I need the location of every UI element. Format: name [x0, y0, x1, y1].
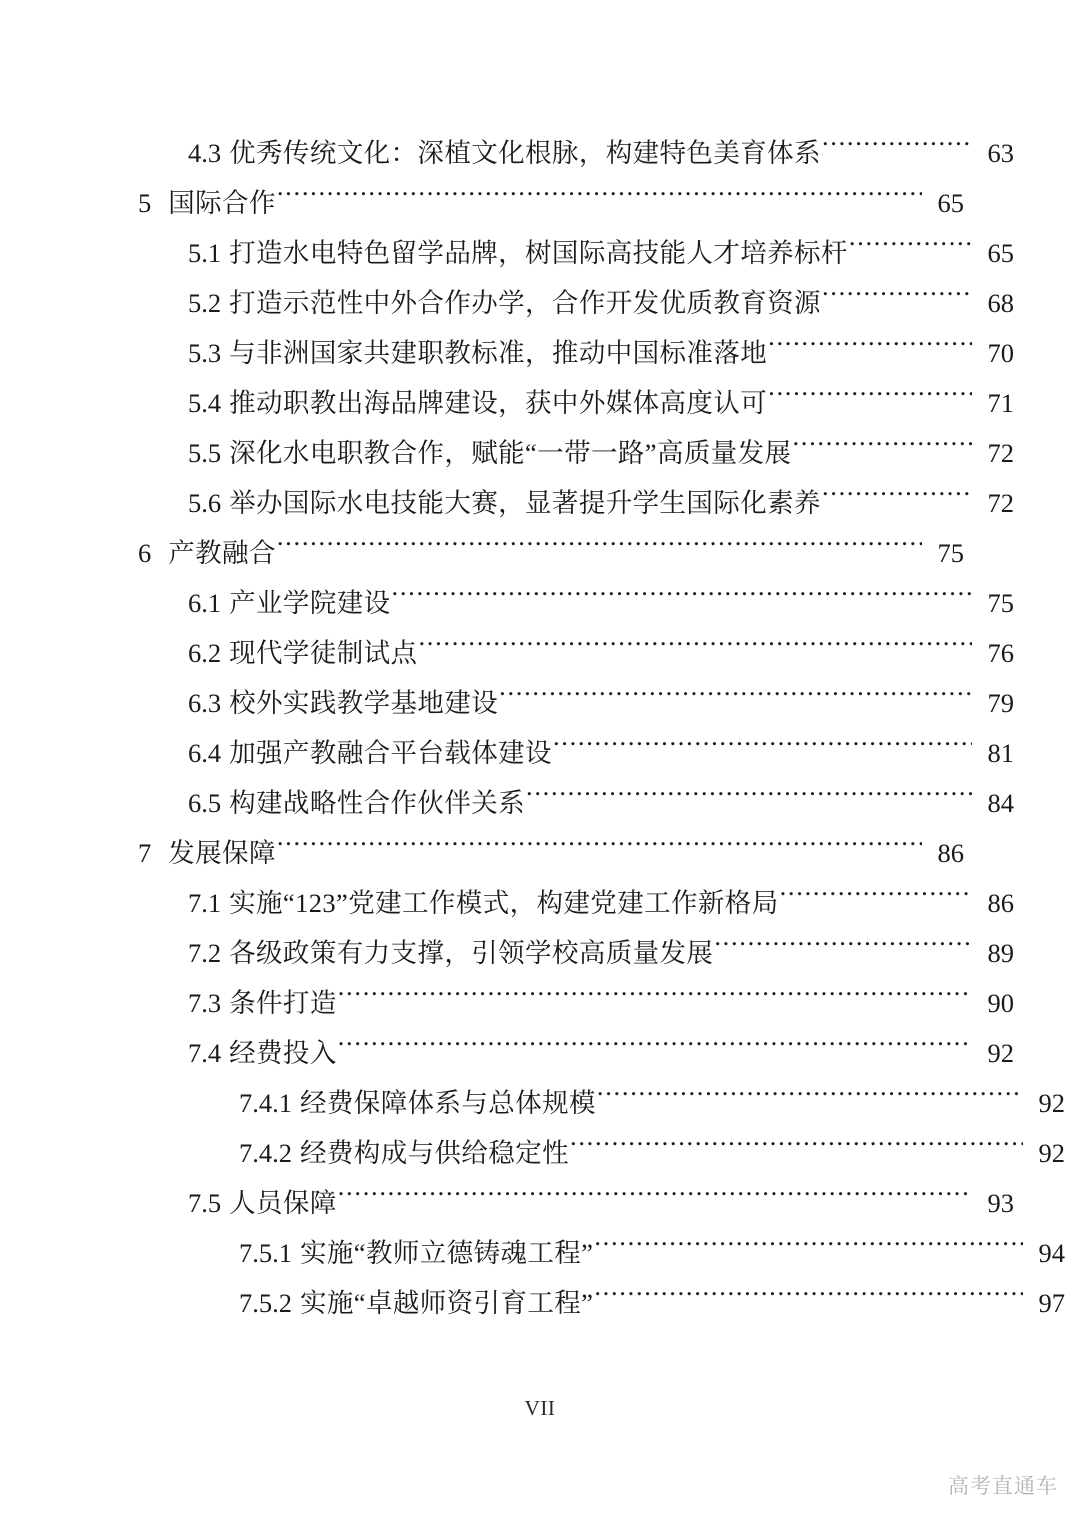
toc-dot-leader [597, 1086, 1023, 1113]
toc-entry[interactable] [138, 1078, 1065, 1128]
toc-entry[interactable] [138, 478, 1014, 528]
toc-entry-page-number: 81 [987, 738, 1014, 768]
toc-entry-page-number: 93 [987, 1188, 1014, 1218]
toc-entry-title: 经费投入 [229, 1038, 337, 1068]
toc-entry-number: 6.2 [188, 638, 222, 668]
toc-entry-number: 5 [138, 188, 152, 218]
toc-entry-page-number: 90 [987, 988, 1014, 1018]
toc-entry-page-number: 76 [987, 638, 1014, 668]
toc-entry-page-number: 70 [987, 338, 1014, 368]
toc-entry-page-number: 63 [987, 138, 1014, 168]
toc-entry-page-number: 79 [987, 688, 1014, 718]
toc-dot-leader [392, 586, 972, 613]
toc-dot-leader [277, 536, 922, 563]
toc-entry-title: 推动职教出海品牌建设，获中外媒体高度认可 [229, 388, 768, 418]
toc-dot-leader [594, 1236, 1023, 1263]
toc-entry-title: 优秀传统文化：深植文化根脉，构建特色美育体系 [229, 138, 821, 168]
toc-entry-title: 打造示范性中外合作办学，合作开发优质教育资源 [229, 288, 821, 318]
toc-entry-page-number: 75 [937, 538, 964, 568]
toc-entry-title: 实施“教师立德铸魂工程” [300, 1238, 594, 1268]
toc-entry-number: 5.4 [188, 388, 222, 418]
toc-entry-page-number: 84 [987, 788, 1014, 818]
toc-entry[interactable] [138, 1278, 1065, 1328]
toc-entry-title: 构建战略性合作伙伴关系 [229, 788, 526, 818]
toc-entry-page-number: 72 [987, 438, 1014, 468]
toc-entry-title: 校外实践教学基地建设 [229, 688, 499, 718]
toc-dot-leader [768, 336, 972, 363]
toc-entry[interactable] [138, 878, 1014, 928]
toc-entry-number: 6 [138, 538, 152, 568]
toc-entry-title: 经费构成与供给稳定性 [300, 1138, 569, 1168]
toc-entry-title: 各级政策有力支撑，引领学校高质量发展 [229, 938, 714, 968]
toc-dot-leader [849, 236, 972, 263]
table-of-contents [138, 128, 1065, 1328]
toc-entry[interactable] [138, 428, 1014, 478]
toc-entry-title: 经费保障体系与总体规模 [300, 1088, 596, 1118]
toc-entry-page-number: 65 [987, 238, 1014, 268]
toc-dot-leader [822, 486, 972, 513]
toc-entry[interactable] [138, 1178, 1014, 1228]
toc-entry[interactable] [138, 678, 1014, 728]
watermark: 高考直通车 [948, 1474, 1058, 1498]
toc-entry-number: 5.3 [188, 338, 222, 368]
toc-entry[interactable] [138, 278, 1014, 328]
toc-entry-number: 5.6 [188, 488, 222, 518]
toc-entry[interactable] [138, 578, 1014, 628]
toc-entry[interactable] [138, 778, 1014, 828]
toc-dot-leader [792, 436, 972, 463]
toc-entry[interactable] [138, 128, 1014, 178]
toc-entry-number: 7.5.2 [239, 1288, 292, 1318]
toc-entry-page-number: 89 [987, 938, 1014, 968]
toc-entry-title: 实施“123”党建工作模式，构建党建工作新格局 [229, 888, 779, 918]
toc-entry-number: 7.4.2 [239, 1138, 292, 1168]
toc-entry-page-number: 86 [987, 888, 1014, 918]
toc-entry-number: 7.4.1 [239, 1088, 292, 1118]
toc-entry-page-number: 92 [1038, 1138, 1065, 1168]
toc-entry-number: 4.3 [188, 138, 222, 168]
toc-entry-title: 国际合作 [168, 188, 276, 218]
toc-entry[interactable] [138, 378, 1014, 428]
toc-entry-page-number: 92 [1038, 1088, 1065, 1118]
toc-entry-page-number: 71 [987, 388, 1014, 418]
toc-entry[interactable] [138, 228, 1014, 278]
toc-entry[interactable] [138, 1228, 1065, 1278]
toc-dot-leader [277, 836, 922, 863]
toc-entry-title: 人员保障 [229, 1188, 337, 1218]
toc-dot-leader [418, 636, 972, 663]
toc-entry-title: 实施“卓越师资引育工程” [300, 1288, 594, 1318]
toc-entry-page-number: 75 [987, 588, 1014, 618]
toc-dot-leader [594, 1286, 1023, 1313]
toc-entry[interactable] [138, 528, 964, 578]
toc-dot-leader [526, 786, 972, 813]
toc-entry-title: 与非洲国家共建职教标准，推动中国标准落地 [229, 338, 768, 368]
toc-dot-leader [499, 686, 972, 713]
toc-dot-leader [338, 1186, 972, 1213]
toc-dot-leader [822, 286, 972, 313]
toc-entry-number: 7.4 [188, 1038, 222, 1068]
toc-entry-title: 现代学徒制试点 [229, 638, 418, 668]
toc-entry-page-number: 92 [987, 1038, 1014, 1068]
toc-entry-page-number: 65 [937, 188, 964, 218]
toc-entry[interactable] [138, 728, 1014, 778]
toc-entry[interactable] [138, 1028, 1014, 1078]
toc-entry-title: 深化水电职教合作，赋能“一带一路”高质量发展 [229, 438, 792, 468]
toc-entry-number: 7.3 [188, 988, 222, 1018]
toc-entry-title: 举办国际水电技能大赛，显著提升学生国际化素养 [229, 488, 821, 518]
toc-entry-number: 5.1 [188, 238, 222, 268]
toc-entry-number: 7.2 [188, 938, 222, 968]
toc-entry-number: 7.5 [188, 1188, 222, 1218]
toc-entry-number: 6.4 [188, 738, 222, 768]
toc-entry[interactable] [138, 178, 964, 228]
toc-entry-title: 加强产教融合平台载体建设 [229, 738, 552, 768]
toc-dot-leader [780, 886, 972, 913]
toc-entry-number: 6.5 [188, 788, 222, 818]
toc-entry-title: 产教融合 [168, 538, 276, 568]
toc-dot-leader [714, 936, 972, 963]
toc-dot-leader [822, 136, 972, 163]
toc-entry[interactable] [138, 328, 1014, 378]
toc-entry-title: 打造水电特色留学品牌，树国际高技能人才培养标杆 [229, 238, 848, 268]
page-number-folio: VII [524, 1396, 556, 1420]
toc-entry-number: 7.5.1 [239, 1238, 292, 1268]
toc-entry-number: 5.2 [188, 288, 222, 318]
toc-entry-page-number: 68 [987, 288, 1014, 318]
toc-entry-number: 5.5 [188, 438, 222, 468]
toc-entry-title: 产业学院建设 [229, 588, 391, 618]
toc-entry[interactable] [138, 928, 1014, 978]
toc-dot-leader [338, 986, 972, 1013]
toc-entry[interactable] [138, 628, 1014, 678]
toc-entry-page-number: 94 [1038, 1238, 1065, 1268]
toc-entry-number: 6.3 [188, 688, 222, 718]
toc-dot-leader [338, 1036, 972, 1063]
toc-entry[interactable] [138, 1128, 1065, 1178]
toc-entry-number: 7 [138, 838, 152, 868]
toc-dot-leader [570, 1136, 1023, 1163]
toc-entry-page-number: 72 [987, 488, 1014, 518]
toc-entry[interactable] [138, 978, 1014, 1028]
toc-entry-number: 7.1 [188, 888, 222, 918]
toc-entry-page-number: 86 [937, 838, 964, 868]
toc-dot-leader [277, 186, 922, 213]
toc-entry[interactable] [138, 828, 964, 878]
toc-entry-page-number: 97 [1038, 1288, 1065, 1318]
toc-entry-title: 条件打造 [229, 988, 337, 1018]
toc-dot-leader [553, 736, 972, 763]
toc-entry-title: 发展保障 [168, 838, 276, 868]
toc-dot-leader [768, 386, 972, 413]
toc-entry-number: 6.1 [188, 588, 222, 618]
